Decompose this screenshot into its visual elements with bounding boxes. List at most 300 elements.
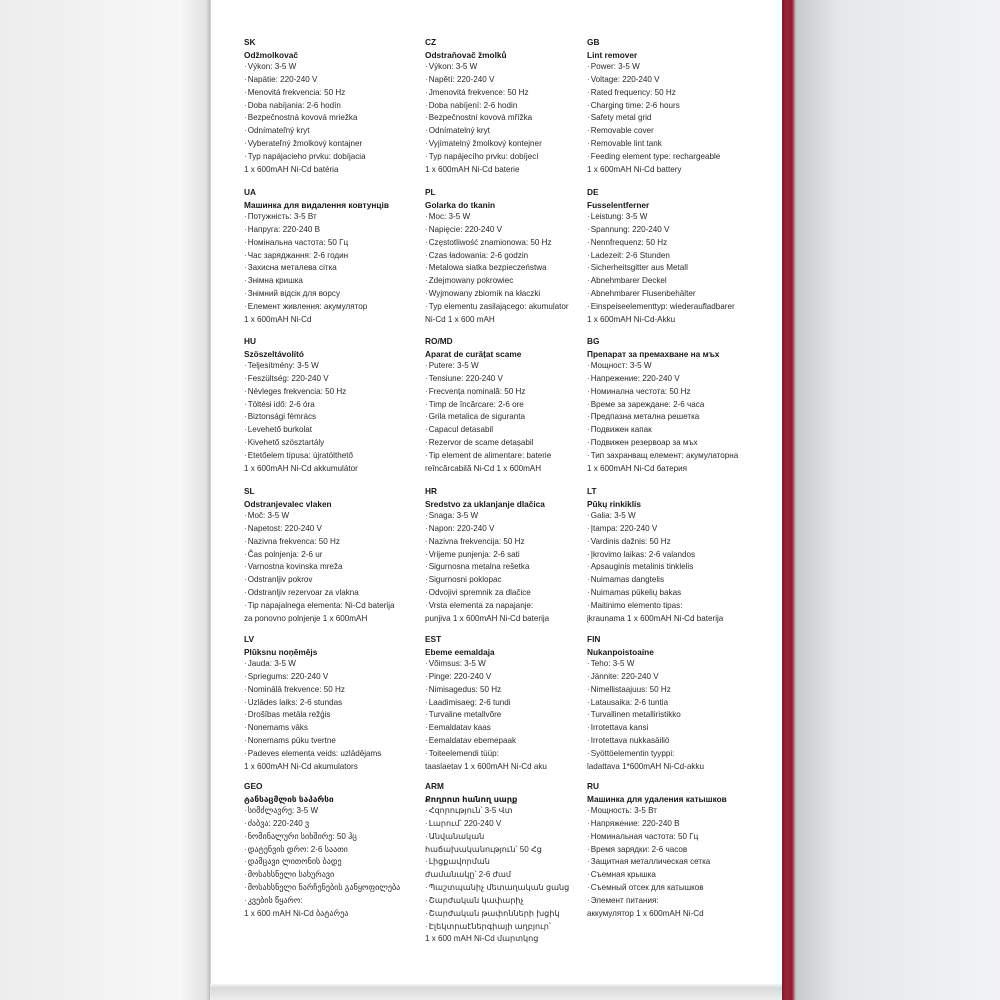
spec-item-continuation <box>244 908 420 921</box>
spec-text: Napięcie: 220-240 V <box>428 224 503 234</box>
bullet-icon: · <box>244 62 247 71</box>
bullet-icon: · <box>244 237 247 247</box>
spec-item <box>425 360 601 373</box>
spec-item-continuation <box>425 869 601 882</box>
spec-item <box>425 211 601 224</box>
spec-text: Napětí: 220-240 V <box>428 74 495 84</box>
spec-text: Предпазна метална решетка <box>590 412 700 422</box>
spec-item <box>244 224 420 237</box>
spec-item <box>587 437 763 450</box>
bullet-icon: · <box>587 425 590 435</box>
spec-text: Շարժական կափարիչ <box>428 895 524 905</box>
spec-text: Odnímatelný kryt <box>428 126 490 136</box>
spec-item <box>244 450 420 463</box>
bullet-icon: · <box>244 74 247 84</box>
bullet-icon: · <box>244 684 247 694</box>
bullet-icon: · <box>244 113 247 123</box>
spec-item <box>587 671 763 684</box>
bullet-icon: · <box>425 224 428 234</box>
spec-item <box>587 211 763 224</box>
spec-item <box>244 587 420 600</box>
spec-item <box>587 722 763 735</box>
spec-item <box>244 536 420 549</box>
bullet-icon: · <box>587 588 590 598</box>
product-name: Odstraňovač žmolků <box>425 50 507 60</box>
spec-item <box>587 87 763 100</box>
spec-text: Levehető burkolat <box>247 425 313 435</box>
bullet-icon: · <box>244 723 247 733</box>
product-name: Ebeme eemaldaja <box>425 647 495 657</box>
bullet-icon: · <box>587 883 590 893</box>
spec-text: Eemaldatav ebemepaak <box>428 736 516 746</box>
bullet-icon: · <box>425 536 428 546</box>
spec-section-arm <box>425 780 601 946</box>
spec-text: Safety metal grid <box>590 113 652 123</box>
spec-item <box>244 74 420 87</box>
spec-text: Напрежение: 220-240 V <box>590 373 680 383</box>
spec-text: Тип захранващ елемент: акумулаторна <box>590 450 739 460</box>
bullet-icon: · <box>587 684 590 694</box>
spec-item <box>425 74 601 87</box>
bullet-icon: · <box>425 697 428 707</box>
spec-text: Timp de încărcare: 2-6 ore <box>428 399 524 409</box>
spec-item <box>425 709 601 722</box>
bullet-icon: · <box>425 212 428 221</box>
bullet-icon: · <box>587 723 590 733</box>
spec-item <box>244 574 420 587</box>
spec-text: Nonemams vāks <box>247 723 308 733</box>
spec-item-continuation <box>587 761 763 774</box>
spec-item <box>244 748 420 761</box>
bullet-icon: · <box>425 549 428 559</box>
bullet-icon: · <box>425 600 428 610</box>
spec-text: Nazivna frekvenca: 50 Hz <box>247 536 340 546</box>
spec-text: Време за зареждане: 2-6 часа <box>590 399 705 409</box>
spec-text: Odnímateľný kryt <box>247 126 310 136</box>
spec-item-continuation <box>587 314 763 327</box>
spec-item <box>587 151 763 164</box>
spec-item <box>587 74 763 87</box>
spec-text: Լիցքավորման <box>428 857 490 867</box>
bullet-icon: · <box>587 857 590 867</box>
bullet-icon: · <box>244 883 247 893</box>
bullet-icon: · <box>244 386 247 396</box>
bullet-icon: · <box>587 450 590 460</box>
spec-item <box>587 399 763 412</box>
spec-text: Einspeiseelementtyp: wiederaufladbarer <box>590 301 735 311</box>
spec-section-est <box>425 633 601 774</box>
spec-text: Jauda: 3-5 W <box>247 659 296 668</box>
language-code: LT <box>587 486 597 496</box>
spec-text: Czas ładowania: 2-6 godzin <box>428 250 529 260</box>
spec-item <box>425 882 601 895</box>
spec-text: Snaga: 3-5 W <box>428 511 479 520</box>
bullet-icon: · <box>425 276 428 286</box>
spec-text: Nennfrequenz: 50 Hz <box>590 237 668 247</box>
spec-item <box>587 301 763 314</box>
spec-text: Wyjmowany zbiornik na kłaczki <box>428 289 541 299</box>
spec-item <box>244 869 420 882</box>
spec-item <box>244 373 420 386</box>
spec-item <box>587 709 763 722</box>
bullet-icon: · <box>244 126 247 136</box>
spec-text: ნომინალური სიხშირე: 50 ჰც <box>247 831 357 841</box>
spec-item <box>587 138 763 151</box>
spec-item <box>587 224 763 237</box>
spec-text: მოსახსნელი ნარჩენების განყოფილება <box>247 883 401 893</box>
spec-text: Շարժական թափոնների խցիկ <box>428 908 560 918</box>
spec-text: Odvojivi spremnik za dlačice <box>428 588 531 598</box>
spec-text: Jmenovitá frekvence: 50 Hz <box>428 87 529 97</box>
spec-text: Съемная крышка <box>590 870 656 880</box>
spec-text: Nazivna frekvencija: 50 Hz <box>428 536 525 546</box>
spec-item <box>244 100 420 113</box>
product-name: Aparat de curățat scame <box>425 349 522 359</box>
spec-text: 1 x 600mAH Ni-Cd akkumulátor <box>244 463 358 473</box>
spec-item-continuation <box>587 908 763 921</box>
spec-text: Typ napájacieho prvku: dobíjacia <box>247 151 366 161</box>
spec-item <box>244 138 420 151</box>
spec-text: 1 x 600mAH Ni-Cd <box>244 314 312 324</box>
spec-text: Toiteelemendi tüüp: <box>428 748 499 758</box>
spec-item <box>244 399 420 412</box>
bullet-icon: · <box>587 697 590 707</box>
spec-text: Voltage: 220-240 V <box>590 74 660 84</box>
spec-text: аккумулятор 1 x 600mAH Ni-Cd <box>587 908 704 918</box>
spec-item <box>425 61 601 74</box>
bullet-icon: · <box>587 373 590 383</box>
spec-item <box>425 921 601 934</box>
spec-item <box>587 805 763 818</box>
bullet-icon: · <box>244 425 247 435</box>
bullet-icon: · <box>244 87 247 97</box>
product-name: Golarka do tkanin <box>425 200 496 210</box>
spec-text: Moc: 3-5 W <box>428 212 471 221</box>
spec-item-continuation <box>244 314 420 327</box>
bullet-icon: · <box>244 361 247 370</box>
spec-text: Drošības metāla režģis <box>247 710 331 720</box>
spec-text: დამცავი ლითონის ბადე <box>247 857 342 867</box>
spec-item-continuation <box>425 314 601 327</box>
spec-text: Võimsus: 3-5 W <box>428 659 486 668</box>
spec-text: Typ napájecího prvku: dobíjecí <box>428 151 539 161</box>
spec-item <box>425 424 601 437</box>
spec-item <box>587 882 763 895</box>
spec-text: Rezervor de scame detașabil <box>428 438 534 448</box>
spec-panel <box>210 0 782 984</box>
spec-item <box>244 722 420 735</box>
bullet-icon: · <box>425 373 428 383</box>
spec-section-de <box>587 186 763 327</box>
spec-text: Putere: 3-5 W <box>428 361 479 370</box>
spec-text: Rated frequency: 50 Hz <box>590 87 676 97</box>
spec-text: Frecvența nominală: 50 Hz <box>428 386 526 396</box>
spec-text: Անվանական <box>428 831 485 841</box>
spec-text: Sigurnosna metalna rešetka <box>428 562 530 572</box>
spec-text: 1 x 600 mAH Ni-Cd ბატარეა <box>244 908 349 918</box>
spec-text: Vrsta elementa za napajanje: <box>428 600 534 610</box>
bullet-icon: · <box>587 100 590 110</box>
product-name: Sredstvo za uklanjanje dlačica <box>425 499 545 509</box>
spec-text: Čas polnjenja: 2-6 ur <box>247 549 323 559</box>
spec-text: სიმძლავრე: 3-5 W <box>247 806 319 815</box>
spec-text: კვების წყარო: <box>247 895 303 905</box>
bullet-icon: · <box>244 710 247 720</box>
bullet-icon: · <box>425 575 428 585</box>
spec-item <box>244 895 420 908</box>
spec-text: 1 x 600mAH Ni-Cd baterie <box>425 164 520 174</box>
product-name: Fusselentferner <box>587 200 650 210</box>
bullet-icon: · <box>244 289 247 299</box>
spec-text: Irrotettava kansi <box>590 723 649 733</box>
bullet-icon: · <box>244 263 247 273</box>
spec-item-continuation <box>587 463 763 476</box>
spec-item <box>244 882 420 895</box>
spec-text: Irrotettava nukkasäiliö <box>590 736 670 746</box>
spec-item <box>244 250 420 263</box>
bullet-icon: · <box>587 263 590 273</box>
spec-item <box>244 262 420 275</box>
spec-text: 1 x 600 mAH Ni-Cd մարտկոց <box>425 934 539 944</box>
spec-item <box>587 844 763 857</box>
bullet-icon: · <box>587 62 590 71</box>
spec-item <box>244 360 420 373</box>
spec-text: Padeves elementa veids: uzlādējams <box>247 748 382 758</box>
spec-item <box>244 805 420 818</box>
spec-text: Abnehmbarer Deckel <box>590 276 667 286</box>
spec-text: Menovitá frekvencia: 50 Hz <box>247 87 346 97</box>
bullet-icon: · <box>587 748 590 758</box>
spec-item <box>425 250 601 263</box>
spec-text: Moč: 3-5 W <box>247 511 290 520</box>
bullet-icon: · <box>244 100 247 110</box>
spec-text: Odstranljiv rezervoar za vlakna <box>247 588 359 598</box>
spec-text: Элемент питания: <box>590 895 659 905</box>
bullet-icon: · <box>244 276 247 286</box>
bullet-icon: · <box>244 212 247 221</box>
bullet-icon: · <box>587 212 590 221</box>
spec-text: Vardinis dažnis: 50 Hz <box>590 536 671 546</box>
language-code: BG <box>587 336 600 346</box>
bullet-icon: · <box>425 74 428 84</box>
box-left-edge <box>0 0 210 1000</box>
spec-text: Tip element de alimentare: baterie <box>428 450 552 460</box>
spec-item <box>587 386 763 399</box>
spec-item-continuation <box>587 613 763 626</box>
language-code: PL <box>425 187 436 197</box>
language-code: DE <box>587 187 599 197</box>
bullet-icon: · <box>587 386 590 396</box>
bullet-icon: · <box>425 301 428 311</box>
spec-section-hr <box>425 485 601 626</box>
spec-item <box>244 112 420 125</box>
bullet-icon: · <box>244 562 247 572</box>
bullet-icon: · <box>244 575 247 585</box>
bullet-icon: · <box>425 263 428 273</box>
spec-item <box>425 684 601 697</box>
bullet-icon: · <box>587 412 590 422</box>
bullet-icon: · <box>587 126 590 136</box>
spec-text: Напруга: 220-240 В <box>247 224 321 234</box>
product-name: Odžmolkovač <box>244 50 298 60</box>
spec-text: Napetost: 220-240 V <box>247 523 322 533</box>
spec-text: Tip napajalnega elementa: Ni-Cd baterija <box>247 600 395 610</box>
spec-item <box>244 523 420 536</box>
spec-item <box>425 587 601 600</box>
bullet-icon: · <box>244 373 247 383</box>
bullet-icon: · <box>587 301 590 311</box>
language-code: HU <box>244 336 256 346</box>
spec-item <box>244 818 420 831</box>
spec-item <box>587 237 763 250</box>
bullet-icon: · <box>425 806 428 815</box>
spec-section-cz <box>425 36 601 177</box>
spec-item <box>425 510 601 523</box>
spec-text: Capacul detasabil <box>428 425 494 435</box>
spec-item <box>425 237 601 250</box>
spec-item <box>425 735 601 748</box>
spec-text: Teho: 3-5 W <box>590 659 635 668</box>
spec-section-pl <box>425 186 601 327</box>
bullet-icon: · <box>425 562 428 572</box>
bullet-icon: · <box>425 126 428 136</box>
spec-text: Напряжение: 220-240 В <box>590 818 680 828</box>
bullet-icon: · <box>587 151 590 161</box>
bullet-icon: · <box>244 736 247 746</box>
bullet-icon: · <box>244 659 247 668</box>
spec-item <box>244 151 420 164</box>
bullet-icon: · <box>425 237 428 247</box>
spec-text: Bezpečnostná kovová mriežka <box>247 113 358 123</box>
spec-item <box>587 574 763 587</box>
spec-item <box>425 224 601 237</box>
spec-item <box>587 288 763 301</box>
spec-text: Nuimamas dangtelis <box>590 575 665 585</box>
spec-item-continuation <box>425 844 601 857</box>
spec-item <box>425 399 601 412</box>
spec-text: reîncărcabilă Ni-Cd 1 x 600mAH <box>425 463 542 473</box>
bullet-icon: · <box>425 588 428 598</box>
spec-text: Nimellistaajuus: 50 Hz <box>590 684 671 694</box>
spec-section-hu <box>244 335 420 476</box>
spec-text: Подвижен капак <box>590 425 652 435</box>
spec-text: Charging time: 2-6 hours <box>590 100 680 110</box>
spec-text: Vyjímatelný žmolkový kontejner <box>428 139 542 149</box>
spec-item <box>244 831 420 844</box>
spec-item <box>425 895 601 908</box>
spec-text: Время зарядки: 2-6 часов <box>590 844 688 854</box>
spec-item <box>587 100 763 113</box>
bullet-icon: · <box>425 87 428 97</box>
bullet-icon: · <box>425 908 428 918</box>
spec-item <box>587 523 763 536</box>
spec-text: Vyberateľný žmolkový kontajner <box>247 139 363 149</box>
spec-item <box>244 211 420 224</box>
bullet-icon: · <box>244 831 247 841</box>
spec-text: Power: 3-5 W <box>590 62 640 71</box>
spec-item-continuation <box>244 463 420 476</box>
spec-item <box>244 561 420 574</box>
spec-item <box>587 697 763 710</box>
spec-text: Varnostna kovinska mreža <box>247 562 343 572</box>
spec-item <box>425 748 601 761</box>
spec-text: įkraunama 1 x 600mAH Ni-Cd baterija <box>587 613 724 623</box>
spec-text: Ladezeit: 2-6 Stunden <box>590 250 670 260</box>
spec-text: 1 x 600mAH Ni-Cd akumulators <box>244 761 358 771</box>
spec-item <box>244 671 420 684</box>
spec-text: Bezpečnostní kovová mřížka <box>428 113 533 123</box>
bullet-icon: · <box>244 412 247 422</box>
spec-item <box>425 600 601 613</box>
spec-text: za ponovno polnjenje 1 x 600mAH <box>244 613 368 623</box>
bullet-icon: · <box>587 562 590 572</box>
spec-text: 1 x 600mAH Ni-Cd batéria <box>244 164 339 174</box>
language-code: RU <box>587 781 599 791</box>
bullet-icon: · <box>425 412 428 422</box>
spec-text: დატენვის დრო: 2-6 საათი <box>247 844 348 854</box>
spec-text: Мощност: 3-5 W <box>590 361 652 370</box>
language-code: UA <box>244 187 256 197</box>
bullet-icon: · <box>244 600 247 610</box>
bullet-icon: · <box>244 224 247 234</box>
spec-text: Номінальна частота: 50 Гц <box>247 237 349 247</box>
spec-text: հաճախականություն՝ 50 Հց <box>425 844 542 854</box>
spec-item <box>425 805 601 818</box>
spec-item <box>587 373 763 386</box>
language-code: EST <box>425 634 442 644</box>
spec-text: Номинальная частота: 50 Гц <box>590 831 699 841</box>
spec-item-continuation <box>244 613 420 626</box>
spec-text: Tensiune: 220-240 V <box>428 373 503 383</box>
spec-text: Елемент живлення: акумулятор <box>247 301 368 311</box>
bullet-icon: · <box>425 523 428 533</box>
bullet-icon: · <box>587 831 590 841</box>
spec-text: Eemaldatav kaas <box>428 723 491 733</box>
bullet-icon: · <box>244 844 247 854</box>
spec-item <box>244 697 420 710</box>
spec-text: Nimisagedus: 50 Hz <box>428 684 502 694</box>
spec-text: Maitinimo elemento tipas: <box>590 600 683 610</box>
bullet-icon: · <box>244 549 247 559</box>
spec-item <box>244 735 420 748</box>
spec-text: Знімний відсік для ворсу <box>247 289 341 299</box>
bullet-icon: · <box>425 895 428 905</box>
bullet-icon: · <box>425 386 428 396</box>
spec-item <box>244 549 420 562</box>
bullet-icon: · <box>425 818 428 828</box>
box-bottom-edge <box>210 982 782 1000</box>
product-name: Քողրոտ հանող սարք <box>425 794 518 804</box>
spec-item-continuation <box>425 761 601 774</box>
spec-item <box>425 301 601 314</box>
bullet-icon: · <box>425 748 428 758</box>
bullet-icon: · <box>425 921 428 931</box>
spec-section-ua <box>244 186 420 327</box>
spec-text: Uzlādes laiks: 2-6 stundas <box>247 697 343 707</box>
spec-text: Լարում՝ 220-240 V <box>428 818 502 828</box>
spec-item <box>244 288 420 301</box>
bullet-icon: · <box>244 536 247 546</box>
bullet-icon: · <box>425 425 428 435</box>
bullet-icon: · <box>587 361 590 370</box>
bullet-icon: · <box>425 113 428 123</box>
product-name: Odstranjevalec vlaken <box>244 499 332 509</box>
spec-item <box>425 138 601 151</box>
spec-text: Doba nabíjení: 2-6 hodin <box>428 100 518 110</box>
spec-item <box>587 895 763 908</box>
bullet-icon: · <box>587 87 590 97</box>
spec-item <box>425 125 601 138</box>
